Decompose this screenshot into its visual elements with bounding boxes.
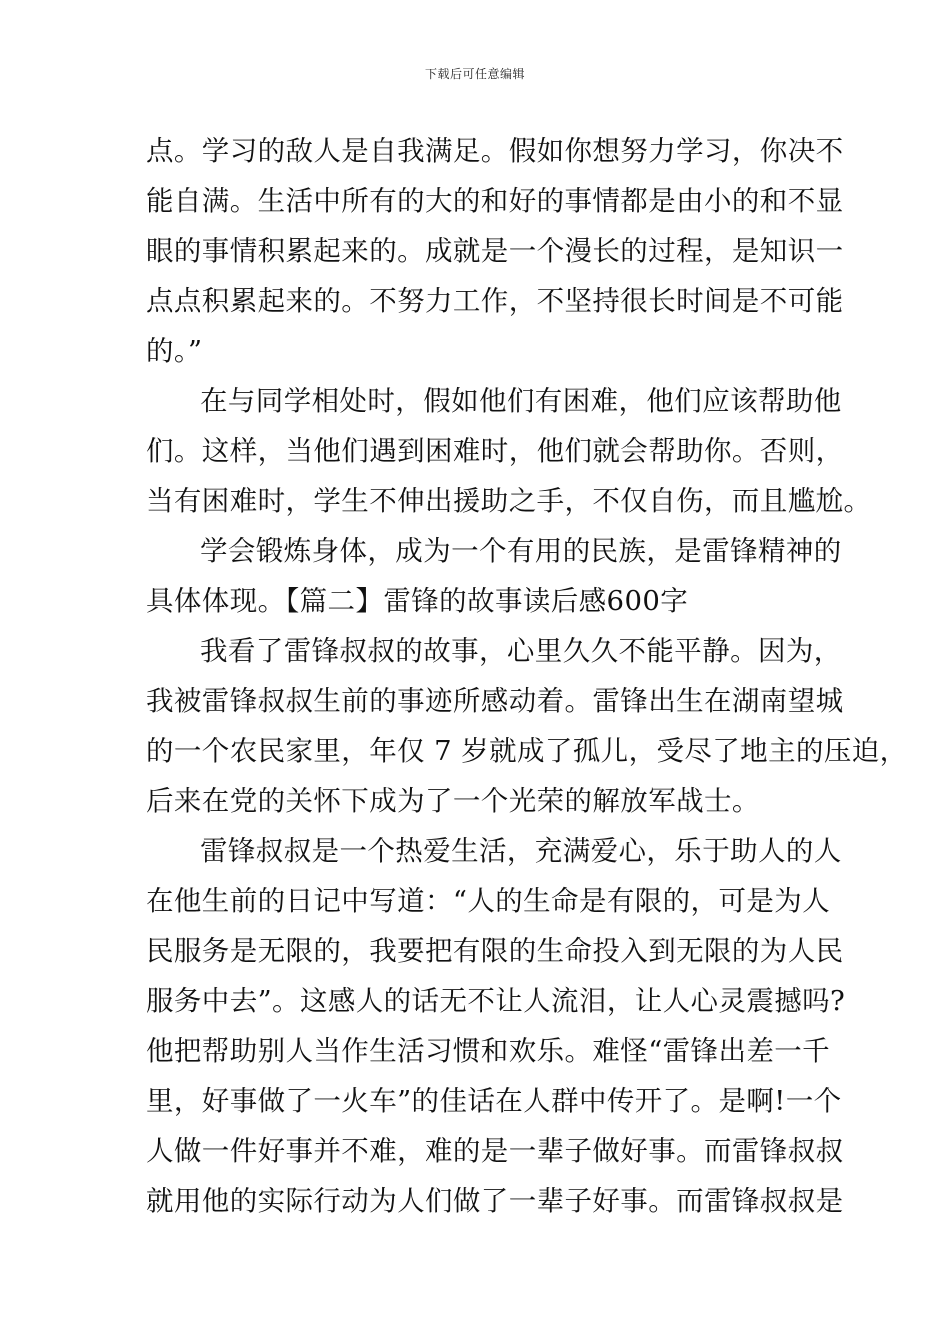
text-line: 点点积累起来的。不努力工作，不坚持很长时间是不可能 <box>146 285 844 317</box>
text-line: 当有困难时，学生不伸出援助之手，不仅自伤，而且尴尬。 <box>146 485 872 517</box>
text-line: 能自满。生活中所有的大的和好的事情都是由小的和不显 <box>146 185 844 217</box>
text-line: 后来在党的关怀下成为了一个光荣的解放军战士。 <box>146 785 760 817</box>
text-line: 点。学习的敌人是自我满足。假如你想努力学习，你决不 <box>146 135 844 167</box>
text-line: 眼的事情积累起来的。成就是一个漫长的过程，是知识一 <box>146 235 844 267</box>
text-line: 人做一件好事并不难，难的是一辈子做好事。而雷锋叔叔 <box>146 1135 844 1167</box>
text-line: 服务中去”。这感人的话无不让人流泪，让人心灵震撼吗? <box>146 985 846 1017</box>
text-line: 在他生前的日记中写道：“人的生命是有限的，可是为人 <box>146 885 831 917</box>
document-body <box>146 126 908 1226</box>
page-header: 下载后可任意编辑 <box>424 67 525 81</box>
text-line: 就用他的实际行动为人们做了一辈子好事。而雷锋叔叔是 <box>146 1185 844 1217</box>
section-heading-line: 具体体现。【篇二】雷锋的故事读后感600字 <box>146 585 689 617</box>
paragraph-first-line: 雷锋叔叔是一个热爱生活，充满爱心，乐于助人的人 <box>200 835 842 867</box>
text-line: 里，好事做了一火车”的佳话在人群中传开了。是啊!一个 <box>146 1085 842 1117</box>
text-line: 民服务是无限的，我要把有限的生命投入到无限的为人民 <box>146 935 844 967</box>
paragraph-first-line: 学会锻炼身体，成为一个有用的民族，是雷锋精神的 <box>200 535 842 567</box>
paragraph-first-line: 我看了雷锋叔叔的故事，心里久久不能平静。因为， <box>200 635 842 667</box>
text-line: 他把帮助别人当作生活习惯和欢乐。难怪“雷锋出差一千 <box>146 1035 831 1067</box>
text-line: 的一个农民家里，年仅 7 岁就成了孤儿，受尽了地主的压迫， <box>146 735 908 767</box>
text-line: 的。” <box>146 335 203 367</box>
text-line: 们。这样，当他们遇到困难时，他们就会帮助你。否则， <box>146 435 844 467</box>
paragraph-first-line: 在与同学相处时，假如他们有困难，他们应该帮助他 <box>200 385 842 417</box>
text-line: 我被雷锋叔叔生前的事迹所感动着。雷锋出生在湖南望城 <box>146 685 844 717</box>
